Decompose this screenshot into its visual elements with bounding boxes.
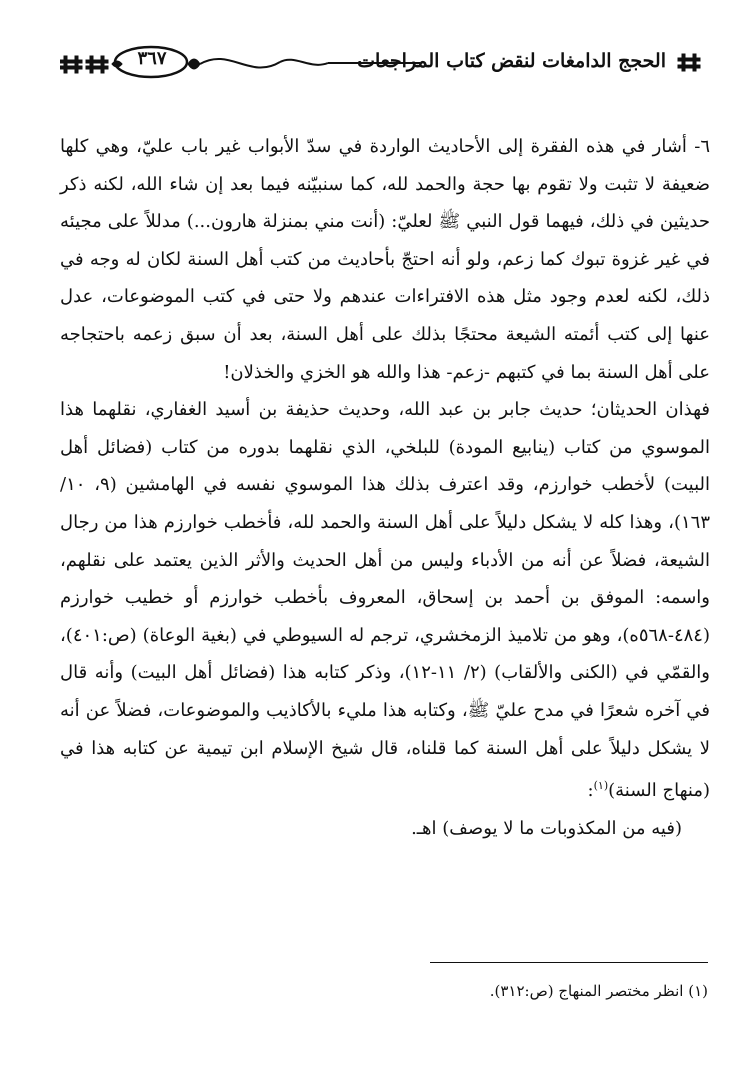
main-text [60, 128, 710, 847]
footnote-marker: (١) [593, 779, 609, 793]
quote-paragraph: (فيه من المكذوبات ما لا يوصف) اهـ. [411, 817, 682, 839]
paragraph-2 [60, 391, 710, 810]
page-header [60, 42, 710, 84]
footnote: (١) انظر مختصر المنهاج (ص:٣١٢). [489, 982, 708, 1000]
paragraph-1: ٦- أشار في هذه الفقرة إلى الأحاديث الواردة في سدّ الأبواب غير باب عليّ، وهي كلها ضعيفة لا تثبت ولا تقوم بها حجة والحمد لله، كما سنبيّنه فيما بعد إن شاء الله، لكنه ذكر حديثين في ذلك، فيهما قول النبي ﷺ لعليّ: (أنت مني بمنزلة هارون...) مدللاً على مجيئه في غير غزوة تبوك كما زعم، ولو أنه احتجّ بأحاديث من كتب أهل السنة لكان له وجه في ذلك، لكنه لعدم وجود مثل هذه الافتراءات عندهم ولا حتى في كتب الموضوعات، عدل عنها إلى كتب أئمته الشيعة محتجًا بذلك على أهل السنة، بعد أن سبق زعمه باحتجاجه على أهل السنة بما في كتبهم -زعم- هذا والله هو الخزي والخذلان! [60, 136, 710, 383]
footnote-divider [430, 962, 708, 963]
paragraph-2-end: : [587, 780, 594, 802]
page-number: ٣٦٧ [137, 48, 167, 69]
paragraph-2-text: فهذان الحديثان؛ حديث جابر بن عبد الله، وحديث حذيفة بن أسيد الغفاري، نقلهما هذا الموسوي من كتاب (ينابيع المودة) للبلخي، الذي نقلهما بدوره من كتاب (فضائل أهل البيت) لأخطب خوارزم، وقد اعترف بذلك هذا الموسوي نفسه في الهامشين (٩، ١٠/ ١٦٣)، وهذا كله لا يشكل دليلاً على أهل السنة والحمد لله، فأخطب خوارزم هذا من رجال الشيعة، فضلاً عن أنه من الأدباء وليس من أهل الحديث والأثر الذين يعتمد على نقلهم، واسمه: الموفق بن أحمد بن إسحاق، المعروف بأخطب خوارزم أو خطيب خوارزم (٤٨٤-٥٦٨ه)، وهو من تلاميذ الزمخشري، ترجم له السيوطي في (بغية الوعاة) (ص:٤٠١)، والقمّي في (الكنى والألقاب) (٢/ ١١-١٢)، وذكر كتابه هذا (فضائل أهل البيت) وأنه قال في آخره شعرًا في مدح عليّ ﷺ، وكتابه هذا مليء بالأكاذيب والموضوعات، فضلاً عن أنه لا يشكل دليلاً على أهل السنة كما قلناه، قال شيخ الإسلام ابن تيمية عن كتابه هذا في (منهاج السنة) [60, 399, 711, 802]
running-title: الحجج الدامغات لنقض كتاب المراجعات [357, 50, 666, 72]
